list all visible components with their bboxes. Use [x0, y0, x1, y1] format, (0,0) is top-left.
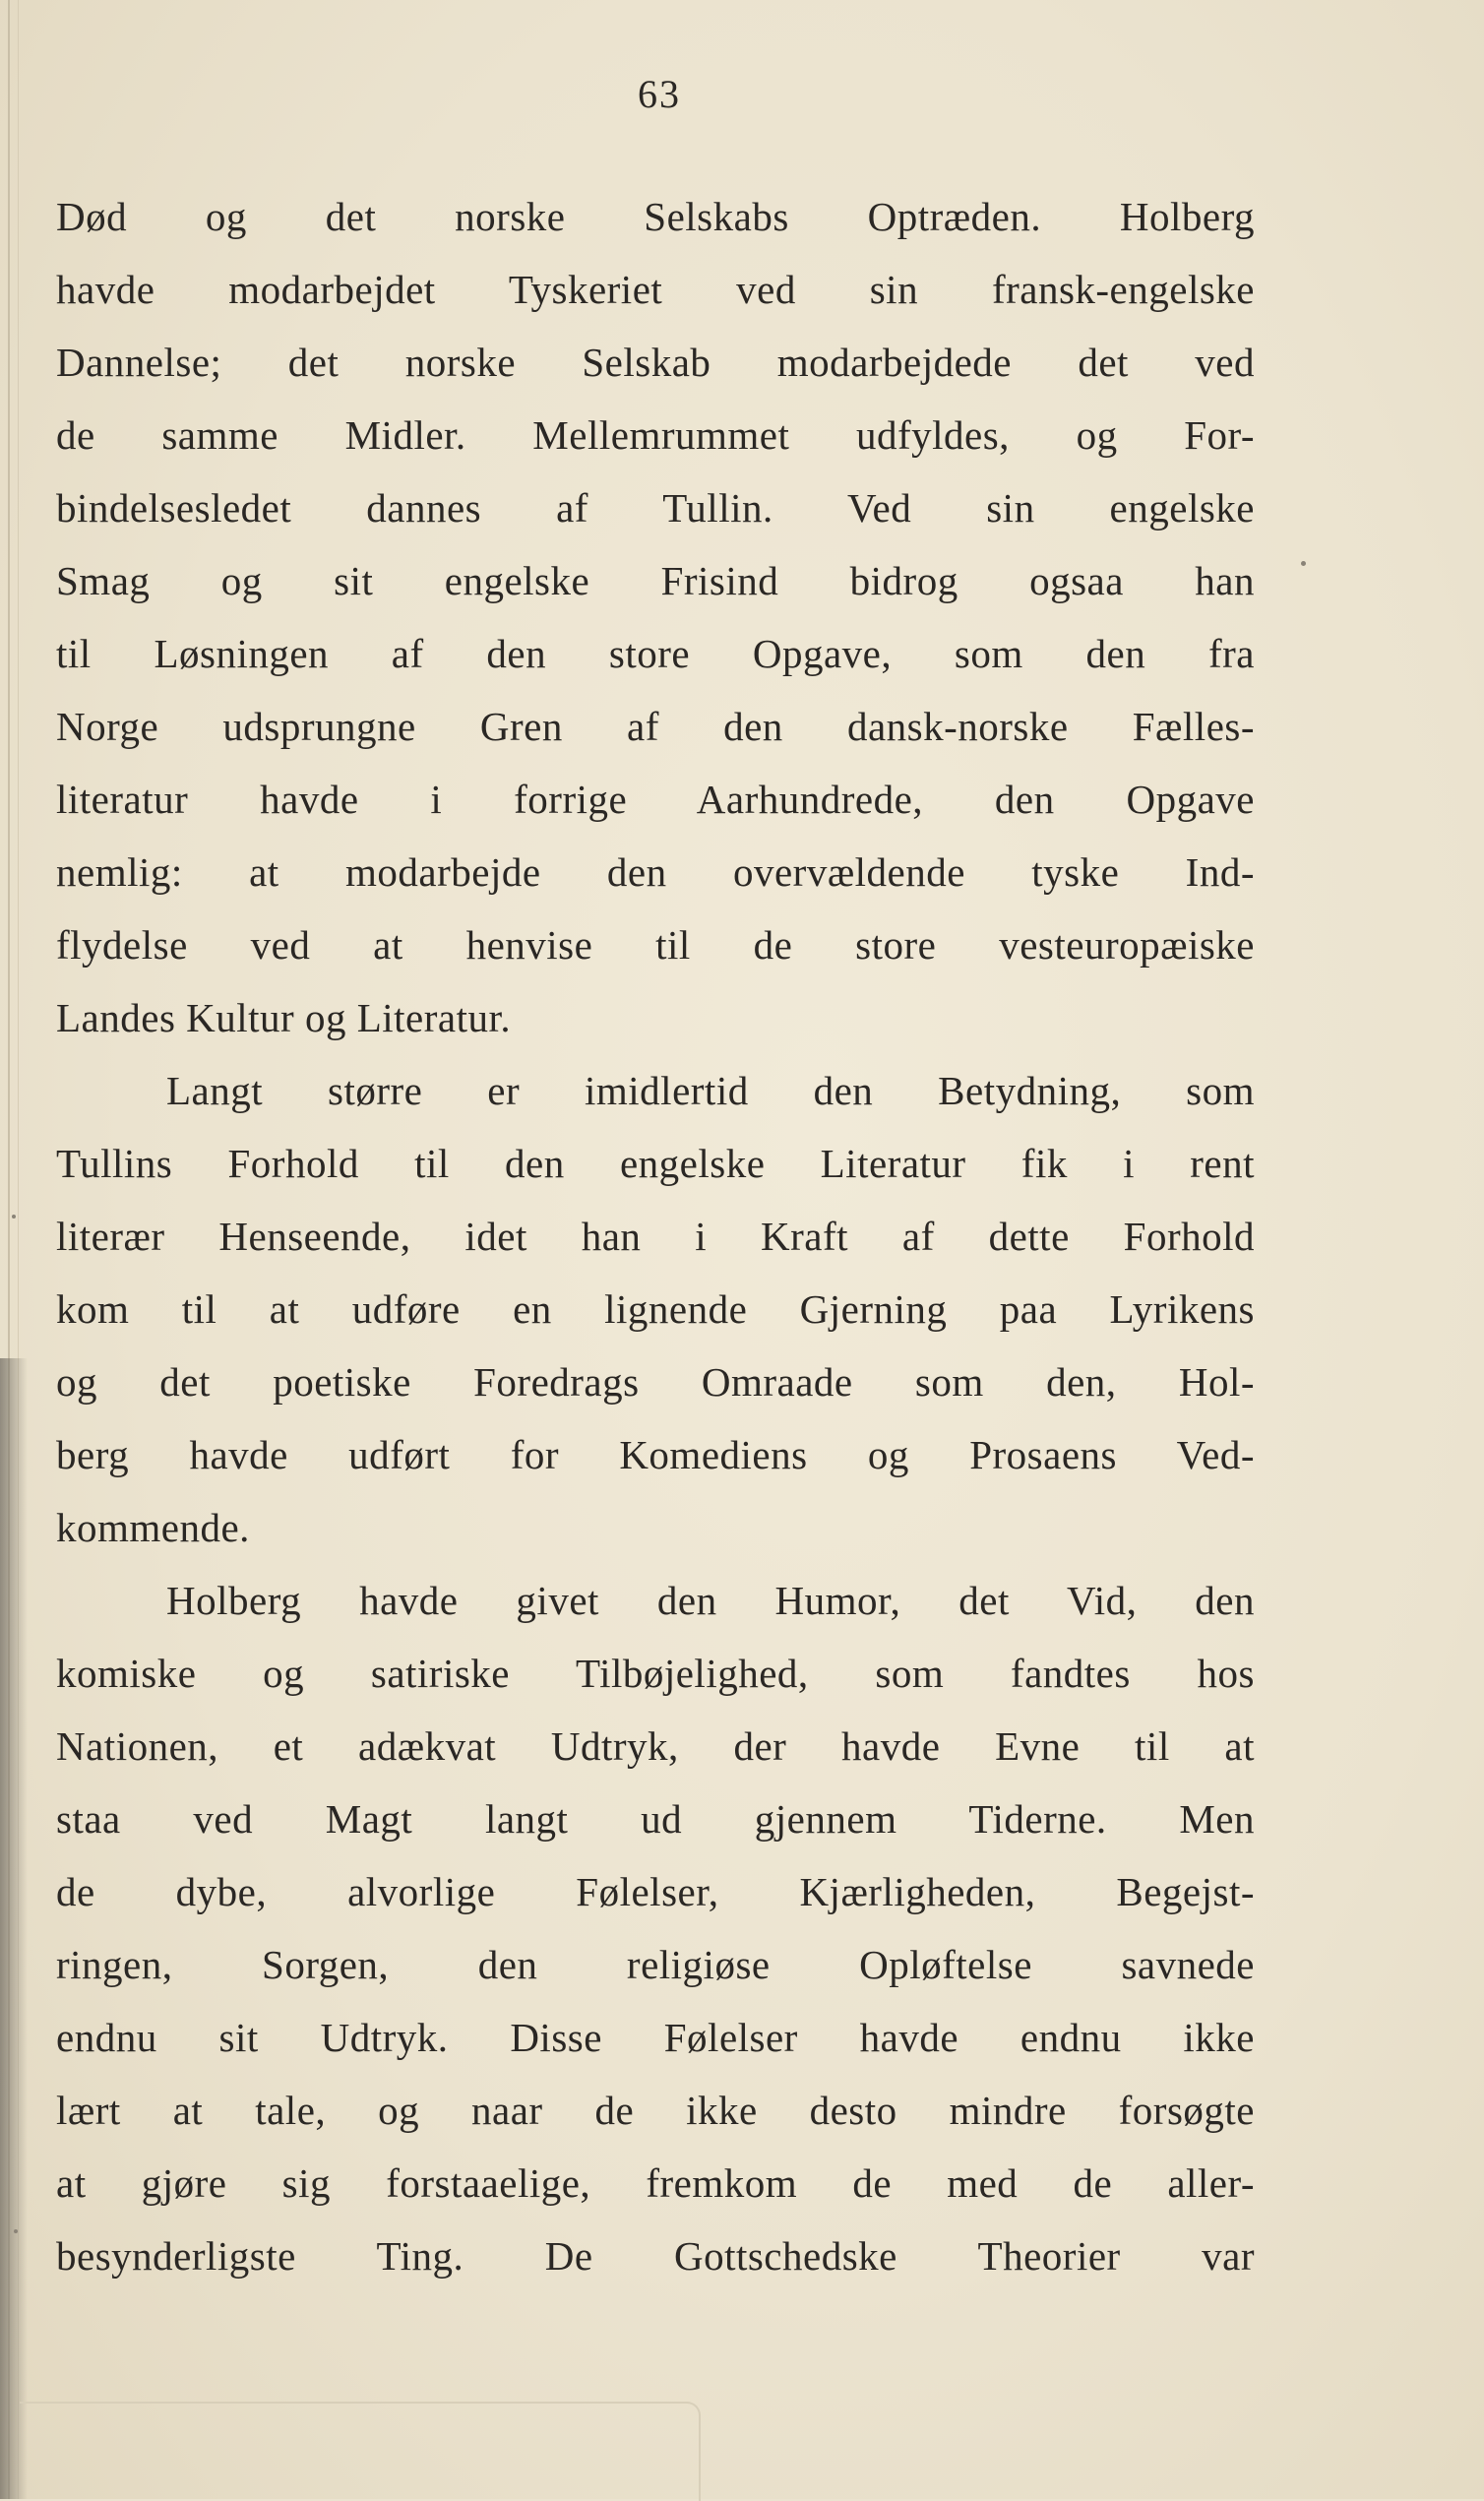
text-line: Tullins Forhold til den engelske Literatur fik i rent — [56, 1141, 1255, 1186]
text-line: flydelse ved at henvise til de store vesteuropæiske — [56, 922, 1255, 968]
text-line: Død og det norske Selskabs Optræden. Holberg — [56, 194, 1255, 239]
text-line: kommende. — [56, 1505, 250, 1550]
text-line: literatur havde i forrige Aarhundrede, den Opgave — [56, 777, 1255, 822]
text-line: Dannelse; det norske Selskab modarbejdede det ved — [56, 340, 1255, 385]
text-line: komiske og satiriske Tilbøjelighed, som fandtes hos — [56, 1651, 1255, 1696]
text-line: besynderligste Ting. De Gottschedske Theorier var — [56, 2233, 1255, 2279]
text-line: de samme Midler. Mellemrummet udfyldes, og For- — [56, 412, 1255, 458]
paragraph — [56, 1564, 1255, 2292]
text-line: endnu sit Udtryk. Disse Følelser havde endnu ikke — [56, 2015, 1255, 2060]
text-line: kom til at udføre en lignende Gjerning paa Lyrikens — [56, 1286, 1255, 1332]
page-fold — [20, 2402, 701, 2501]
text-line: ringen, Sorgen, den religiøse Opløftelse savnede — [56, 1942, 1255, 1987]
text-line: nemlig: at modarbejde den overvældende tyske Ind- — [56, 849, 1255, 895]
paper-speck — [14, 2229, 18, 2233]
text-line: staa ved Magt langt ud gjennem Tiderne. Men — [56, 1796, 1255, 1842]
text-line: Smag og sit engelske Frisind bidrog ogsaa han — [56, 558, 1255, 603]
page-number: 63 — [638, 72, 681, 116]
text-line: Landes Kultur og Literatur. — [56, 995, 512, 1040]
text-line: og det poetiske Foredrags Omraade som den, Hol- — [56, 1359, 1255, 1405]
text-line: Nationen, et adækvat Udtryk, der havde Evne til at — [56, 1723, 1255, 1769]
text-line: Norge udsprungne Gren af den dansk-norske Fælles- — [56, 704, 1255, 749]
text-line: literær Henseende, idet han i Kraft af dette Forhold — [56, 1214, 1255, 1259]
spine-shadow — [0, 1358, 28, 2499]
paragraph — [56, 1054, 1255, 1564]
paragraph — [56, 180, 1255, 1054]
text-line: berg havde udført for Komediens og Prosaens Ved- — [56, 1432, 1255, 1477]
text-line: bindelsesledet dannes af Tullin. Ved sin engelske — [56, 485, 1255, 531]
text-line: Langt større er imidlertid den Betydning, som — [166, 1068, 1255, 1113]
paper-speck — [12, 1215, 16, 1219]
text-line: de dybe, alvorlige Følelser, Kjærligheden, Begejst- — [56, 1869, 1255, 1914]
text-line: havde modarbejdet Tyskeriet ved sin fransk-engelske — [56, 267, 1255, 312]
paper-speck — [1301, 561, 1306, 566]
text-line: Holberg havde givet den Humor, det Vid, den — [166, 1578, 1255, 1623]
text-line: at gjøre sig forstaaelige, fremkom de med de aller- — [56, 2160, 1255, 2206]
text-line: lært at tale, og naar de ikke desto mindre forsøgte — [56, 2088, 1255, 2133]
body-text — [56, 180, 1255, 2292]
text-line: til Løsningen af den store Opgave, som den fra — [56, 631, 1255, 676]
